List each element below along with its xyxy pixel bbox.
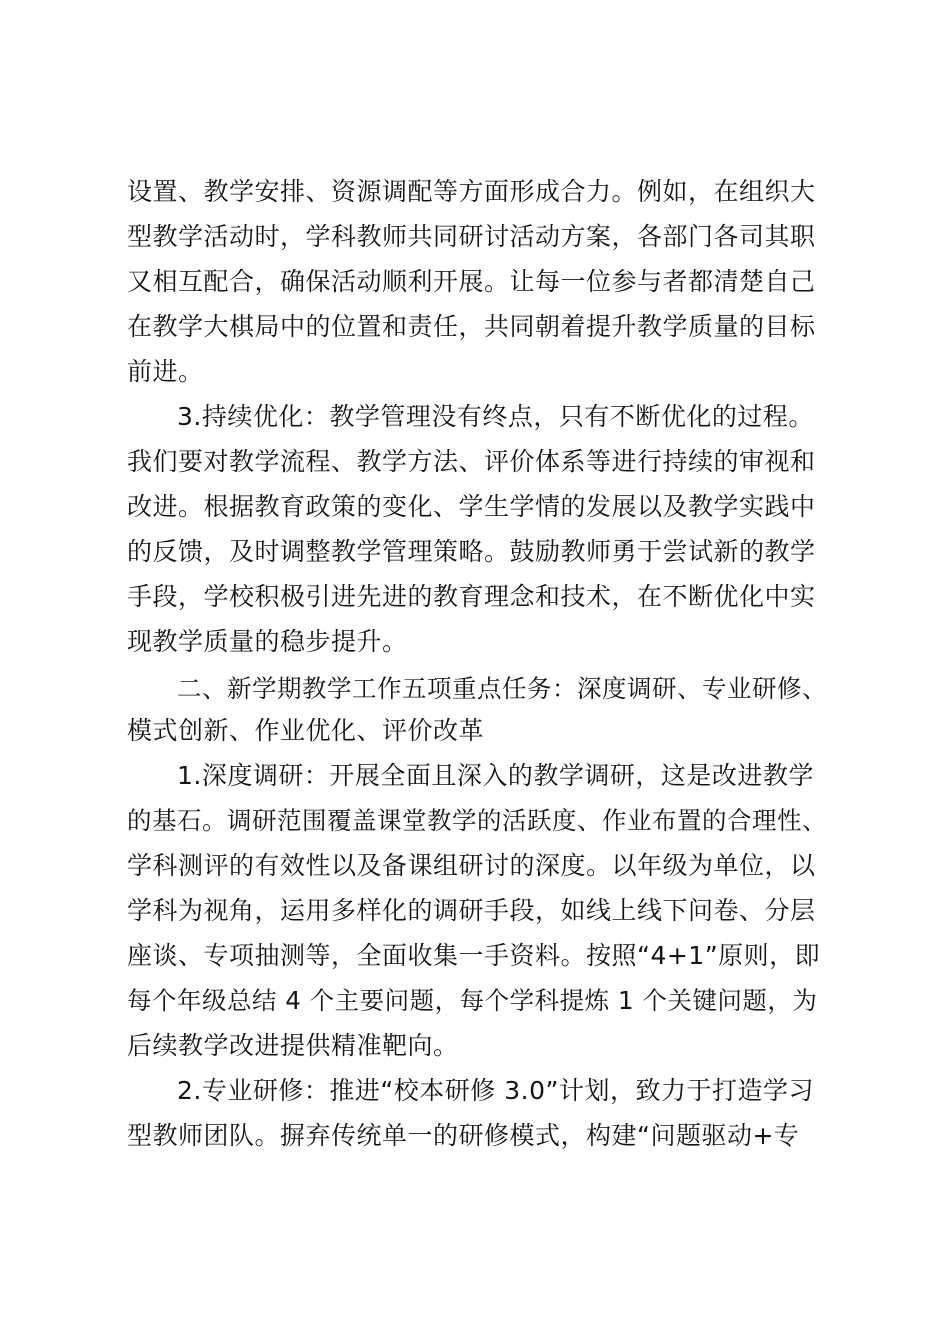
text-line: 设置、教学安排、资源调配等方面形成合力。例如，在组织大: [127, 177, 816, 206]
text-line: 座谈、专项抽测等，全面收集一手资料。按照“4+1”原则，即: [127, 941, 821, 970]
paragraph-heading-line: 3.持续优化：教学管理没有终点，只有不断优化的过程。: [177, 402, 814, 431]
paragraph-heading-line: 2.专业研修：推进“校本研修 3.0”计划，致力于打造学习: [177, 1076, 814, 1105]
text-line: 我们要对教学流程、教学方法、评价体系等进行持续的审视和: [127, 447, 816, 476]
text-line: 的反馈，及时调整教学管理策略。鼓励教师勇于尝试新的教学: [127, 537, 816, 566]
text-line: 型教学活动时，学科教师共同研讨活动方案，各部门各司其职: [127, 222, 816, 251]
section-heading-line: 模式创新、作业优化、评价改革: [127, 716, 485, 745]
text-line: 又相互配合，确保活动顺利开展。让每一位参与者都清楚自己: [127, 267, 816, 296]
paragraph-heading-line: 1.深度调研：开展全面且深入的教学调研，这是改进教学: [177, 761, 814, 790]
text-line: 现教学质量的稳步提升。: [127, 627, 408, 656]
text-line: 在教学大棋局中的位置和责任，共同朝着提升教学质量的目标: [127, 312, 816, 341]
text-line: 学科测评的有效性以及备课组研讨的深度。以年级为单位，以: [127, 851, 816, 880]
text-line: 型教师团队。摒弃传统单一的研修模式，构建“问题驱动+专: [127, 1121, 800, 1150]
text-line: 前进。: [127, 357, 204, 386]
text-line: 后续教学改进提供精准靶向。: [127, 1031, 459, 1060]
section-heading-line: 二、新学期教学工作五项重点任务：深度调研、专业研修、: [177, 674, 827, 703]
text-line: 改进。根据教育政策的变化、学生学情的发展以及教学实践中: [127, 492, 816, 521]
text-line: 手段，学校积极引进先进的教育理念和技术，在不断优化中实: [127, 582, 816, 611]
text-line: 的基石。调研范围覆盖课堂教学的活跃度、作业布置的合理性、: [127, 806, 827, 835]
text-line: 学科为视角，运用多样化的调研手段，如线上线下问卷、分层: [127, 896, 816, 925]
text-line: 每个年级总结 4 个主要问题，每个学科提炼 1 个关键问题，为: [127, 986, 818, 1015]
